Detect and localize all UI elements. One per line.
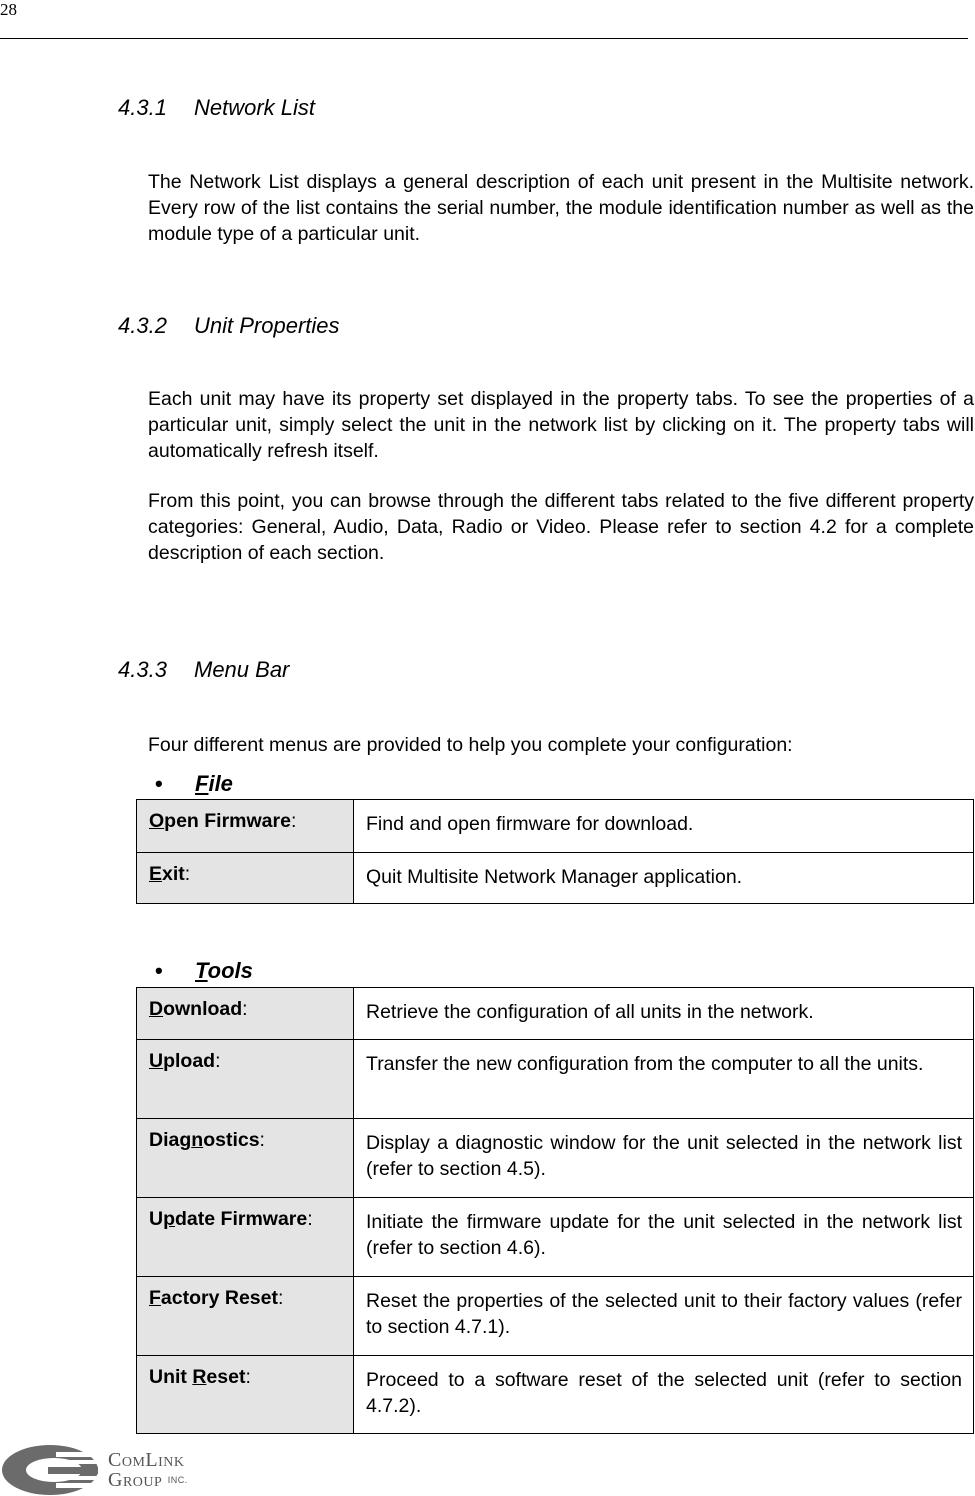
table-row [137, 1198, 974, 1277]
command-name: Unit Reset: [137, 1356, 354, 1434]
command-description: Transfer the new configuration from the computer to all the units. [354, 1040, 974, 1119]
table-row [137, 988, 974, 1040]
paragraph: Four different menus are provided to help you complete your configuration: [148, 734, 793, 756]
tools-menu-table [136, 987, 974, 1434]
table-row [137, 1040, 974, 1119]
table-row [137, 1119, 974, 1198]
section-title: Network List [194, 95, 316, 120]
section-number: 4.3.3 [118, 657, 167, 682]
menu-name: ools [207, 958, 253, 983]
menu-name: ile [208, 771, 233, 796]
command-description: Quit Multisite Network Manager application. [354, 853, 974, 904]
bullet-icon: • [155, 771, 163, 796]
menu-mnemonic: T [195, 958, 208, 983]
command-description: Display a diagnostic window for the unit selected in the network list (refer to section 4.5). [354, 1119, 974, 1198]
command-name: Factory Reset: [137, 1277, 354, 1356]
section-number: 4.3.2 [118, 313, 167, 338]
table-row [137, 1277, 974, 1356]
paragraph: Each unit may have its property set displayed in the property tabs. To see the properties of a particular unit, simply select the unit in the network list by clicking on it. The property tabs will automatically refresh itself. [148, 388, 974, 462]
table-row [137, 1356, 974, 1434]
command-description: Retrieve the configuration of all units in the network. [354, 988, 974, 1040]
command-description: Proceed to a software reset of the selected unit (refer to section 4.7.2). [354, 1356, 974, 1434]
section-heading-network-list [118, 95, 315, 121]
menu-heading-tools [155, 958, 253, 984]
page-number: 28 [0, 0, 17, 19]
section-number: 4.3.1 [118, 95, 167, 120]
menu-heading-file [155, 771, 233, 797]
bullet-icon: • [155, 958, 163, 983]
command-name: Exit: [137, 853, 354, 904]
table-row [137, 853, 974, 904]
section-heading-unit-properties [118, 313, 340, 339]
command-name: Update Firmware: [137, 1198, 354, 1277]
section-heading-menu-bar [118, 657, 289, 683]
command-name: Download: [137, 988, 354, 1040]
command-name: Diagnostics: [137, 1119, 354, 1198]
menu-mnemonic: F [195, 771, 209, 796]
table-row [137, 800, 974, 853]
paragraph: From this point, you can browse through the different tabs related to the five different property categories: General, Audio, Data, Radio or Video. Please refer to section 4.2 for a complete description of each section. [148, 490, 974, 564]
file-menu-table [136, 799, 974, 904]
command-description: Reset the properties of the selected unit to their factory values (refer to section 4.7.1). [354, 1277, 974, 1356]
paragraph: The Network List displays a general description of each unit present in the Multisite network. Every row of the list contains the serial number, the module identification number as well as the module type of a particular unit. [148, 171, 974, 245]
command-description: Initiate the firmware update for the unit selected in the network list (refer to section 4.6). [354, 1198, 974, 1277]
header-rule [0, 38, 968, 39]
command-name: Upload: [137, 1040, 354, 1119]
command-name: Open Firmware: [137, 800, 354, 853]
command-description: Find and open firmware for download. [354, 800, 974, 853]
section-title: Unit Properties [194, 313, 340, 338]
section-title: Menu Bar [194, 657, 290, 682]
logo-wordmark: ComLink Group $^{INC.}$ [108, 1449, 188, 1491]
